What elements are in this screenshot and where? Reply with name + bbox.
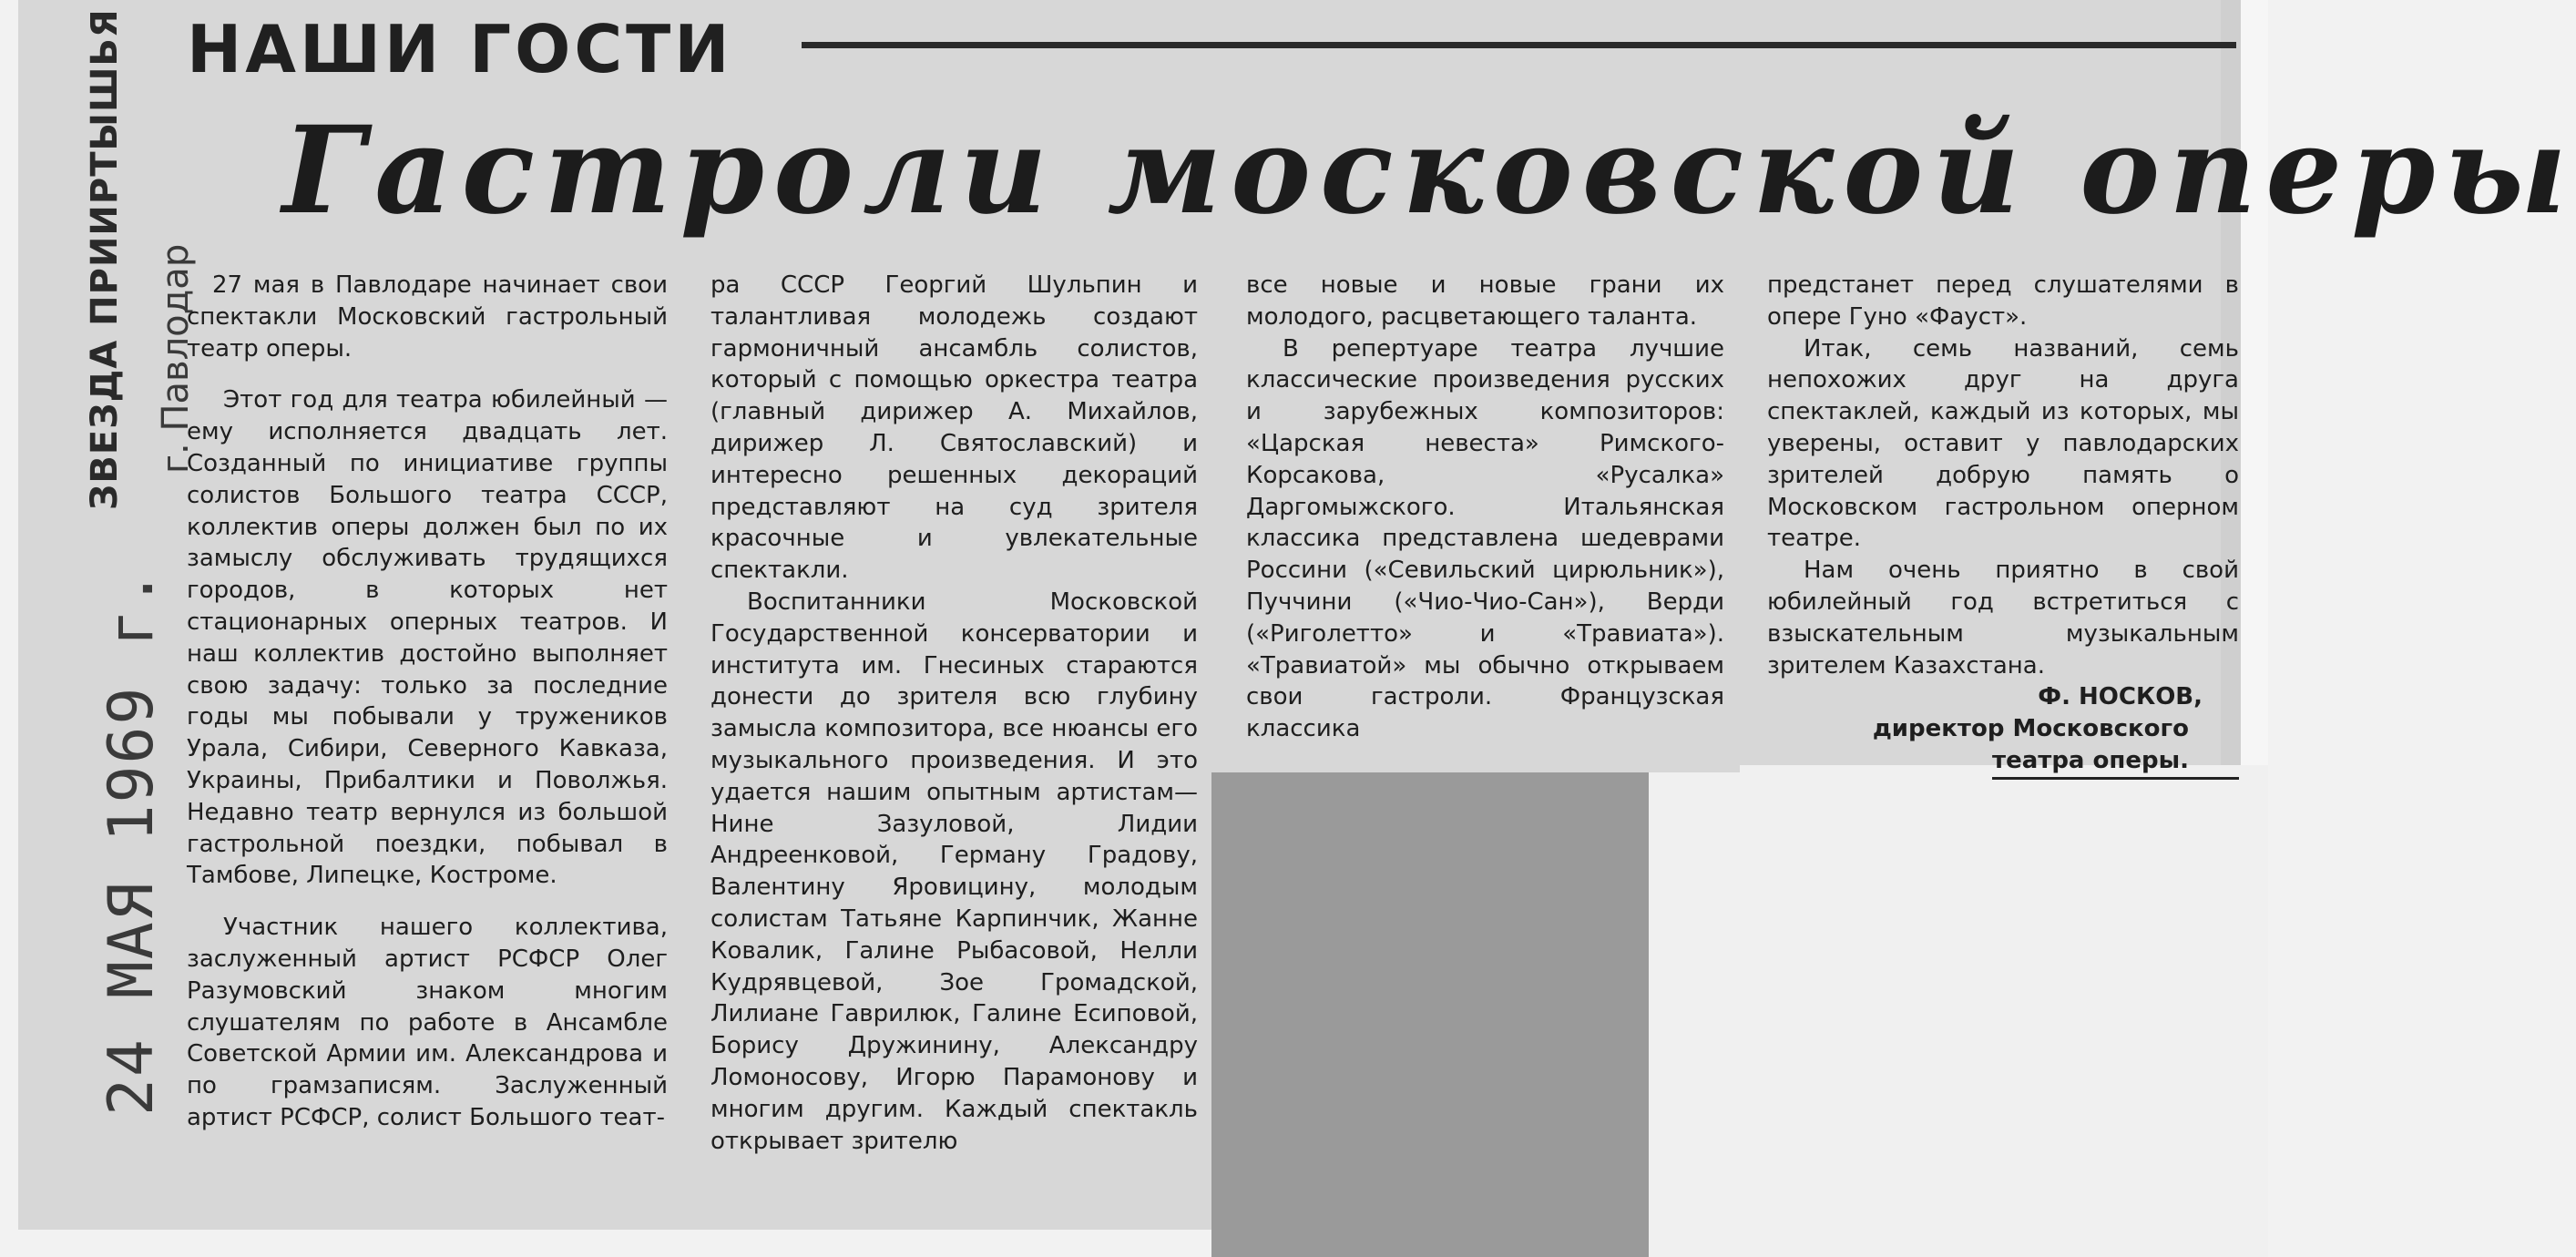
paragraph: Этот год для театра юбилейный — ему исполняется двадцать лет. Созданный по инициативе группы солистов Большого театра СССР, коллектив оперы должен был по их замыслу обслуживать трудящихся городов, в которых нет стационарных оперных театров. И наш коллектив достойно выполняет свою задачу: только за последние годы мы побывали у тружеников Урала, Сибири, Северного Кавказа, Украины, Прибалтики и Поволжья. Недавно театр вернулся из большой гастрольной поездки, побывал в Тамбове, Липецке, Костроме. bbox=[187, 386, 668, 890]
date-stamp: 24 МАЯ 1969 г. bbox=[96, 567, 168, 1116]
author-name: Ф. НОСКОВ, bbox=[2038, 683, 2203, 711]
article-column-3 bbox=[1246, 270, 1724, 745]
paragraph: предстанет перед слушателями в опере Гуно «Фауст». bbox=[1767, 271, 2239, 331]
paragraph: Нам очень приятно в свой юбилейный год встретиться с взыскательным музыкальным зрителем Казахстана. bbox=[1767, 557, 2239, 680]
paragraph: В репертуаре театра лучшие классические произведения русских и зарубежных композиторов: «Царская невеста» Римского-Корсакова, «Русалка» Даргомыжского. Итальянская классика представлена шедеврами Россини («Севильский цирюльник»), Пуччини («Чио-Чио-Сан»), Верди («Риголетто» и «Травиата»). «Травиатой» мы обычно открываем свои гастроли. Французская классика bbox=[1246, 334, 1724, 743]
paragraph: Воспитанники Московской Государственной консерватории и института им. Гнесиных стараются донести до зрителя всю глубину замысла композитора, все нюансы его музыкального произведения. И это удается нашим опытным артистам—Нине Зазуловой, Лидии Андреенковой, Герману Градову, Валентину Яровицину, молодым солистам Татьяне Карпинчик, Жанне Ковалик, Галине Рыбасовой, Нелли Кудрявцевой, Зое Громадской, Лилиане Гаврилюк, Галине Есиповой, Борису Дружинину, Александру Ломоносову, Игорю Парамонову и многим другим. Каждый спектакль открывает зрителю bbox=[710, 588, 1198, 1155]
paragraph: все новые и новые грани их молодого, расцветающего таланта. bbox=[1246, 271, 1724, 331]
article-column-4 bbox=[1767, 270, 2239, 780]
paragraph: Участник нашего коллектива, заслуженный артист РСФСР Олег Разумовский знаком многим слушателям по работе в Ансамбле Советской Армии им. Александрова и по грамзаписям. Заслуженный артист РСФСР, солист Большого теат- bbox=[187, 914, 668, 1131]
article-column-1 bbox=[187, 270, 668, 1134]
author-title-organization: театра оперы. bbox=[1992, 745, 2239, 780]
scan-background-lower bbox=[1649, 765, 2268, 1257]
city-stamp: г. Павлодар bbox=[155, 243, 197, 474]
rubric-rule bbox=[802, 42, 2236, 48]
newspaper-stamp: ЗВЕЗДА ПРИИРТЫШЬЯ bbox=[84, 8, 126, 510]
scan-gray-backing bbox=[1211, 765, 1649, 1257]
rubric-title: НАШИ ГОСТИ bbox=[187, 11, 733, 87]
paragraph: ра СССР Георгий Шульпин и талантливая молодежь создают гармоничный ансамбль солистов, который с помощью оркестра театра (главный дирижер А. Михайлов, дирижер Л. Святославский) и интересно решенных декораций представляют на суд зрителя красочные и увлекательные спектакли. bbox=[710, 271, 1198, 585]
author-signature bbox=[1767, 681, 2239, 779]
paragraph: Итак, семь названий, семь непохожих друг на друга спектаклей, каждый из которых, мы уверены, оставит у павлодарских зрителей добрую память о Московском гастрольном оперном театре. bbox=[1767, 334, 2239, 553]
paragraph: 27 мая в Павлодаре начинает свои спектакли Московский гастрольный театр оперы. bbox=[187, 271, 668, 363]
article-column-2 bbox=[710, 270, 1198, 1157]
article-headline: Гастроли московской оперы bbox=[282, 100, 2576, 241]
author-title: директор Московского bbox=[1872, 715, 2189, 743]
